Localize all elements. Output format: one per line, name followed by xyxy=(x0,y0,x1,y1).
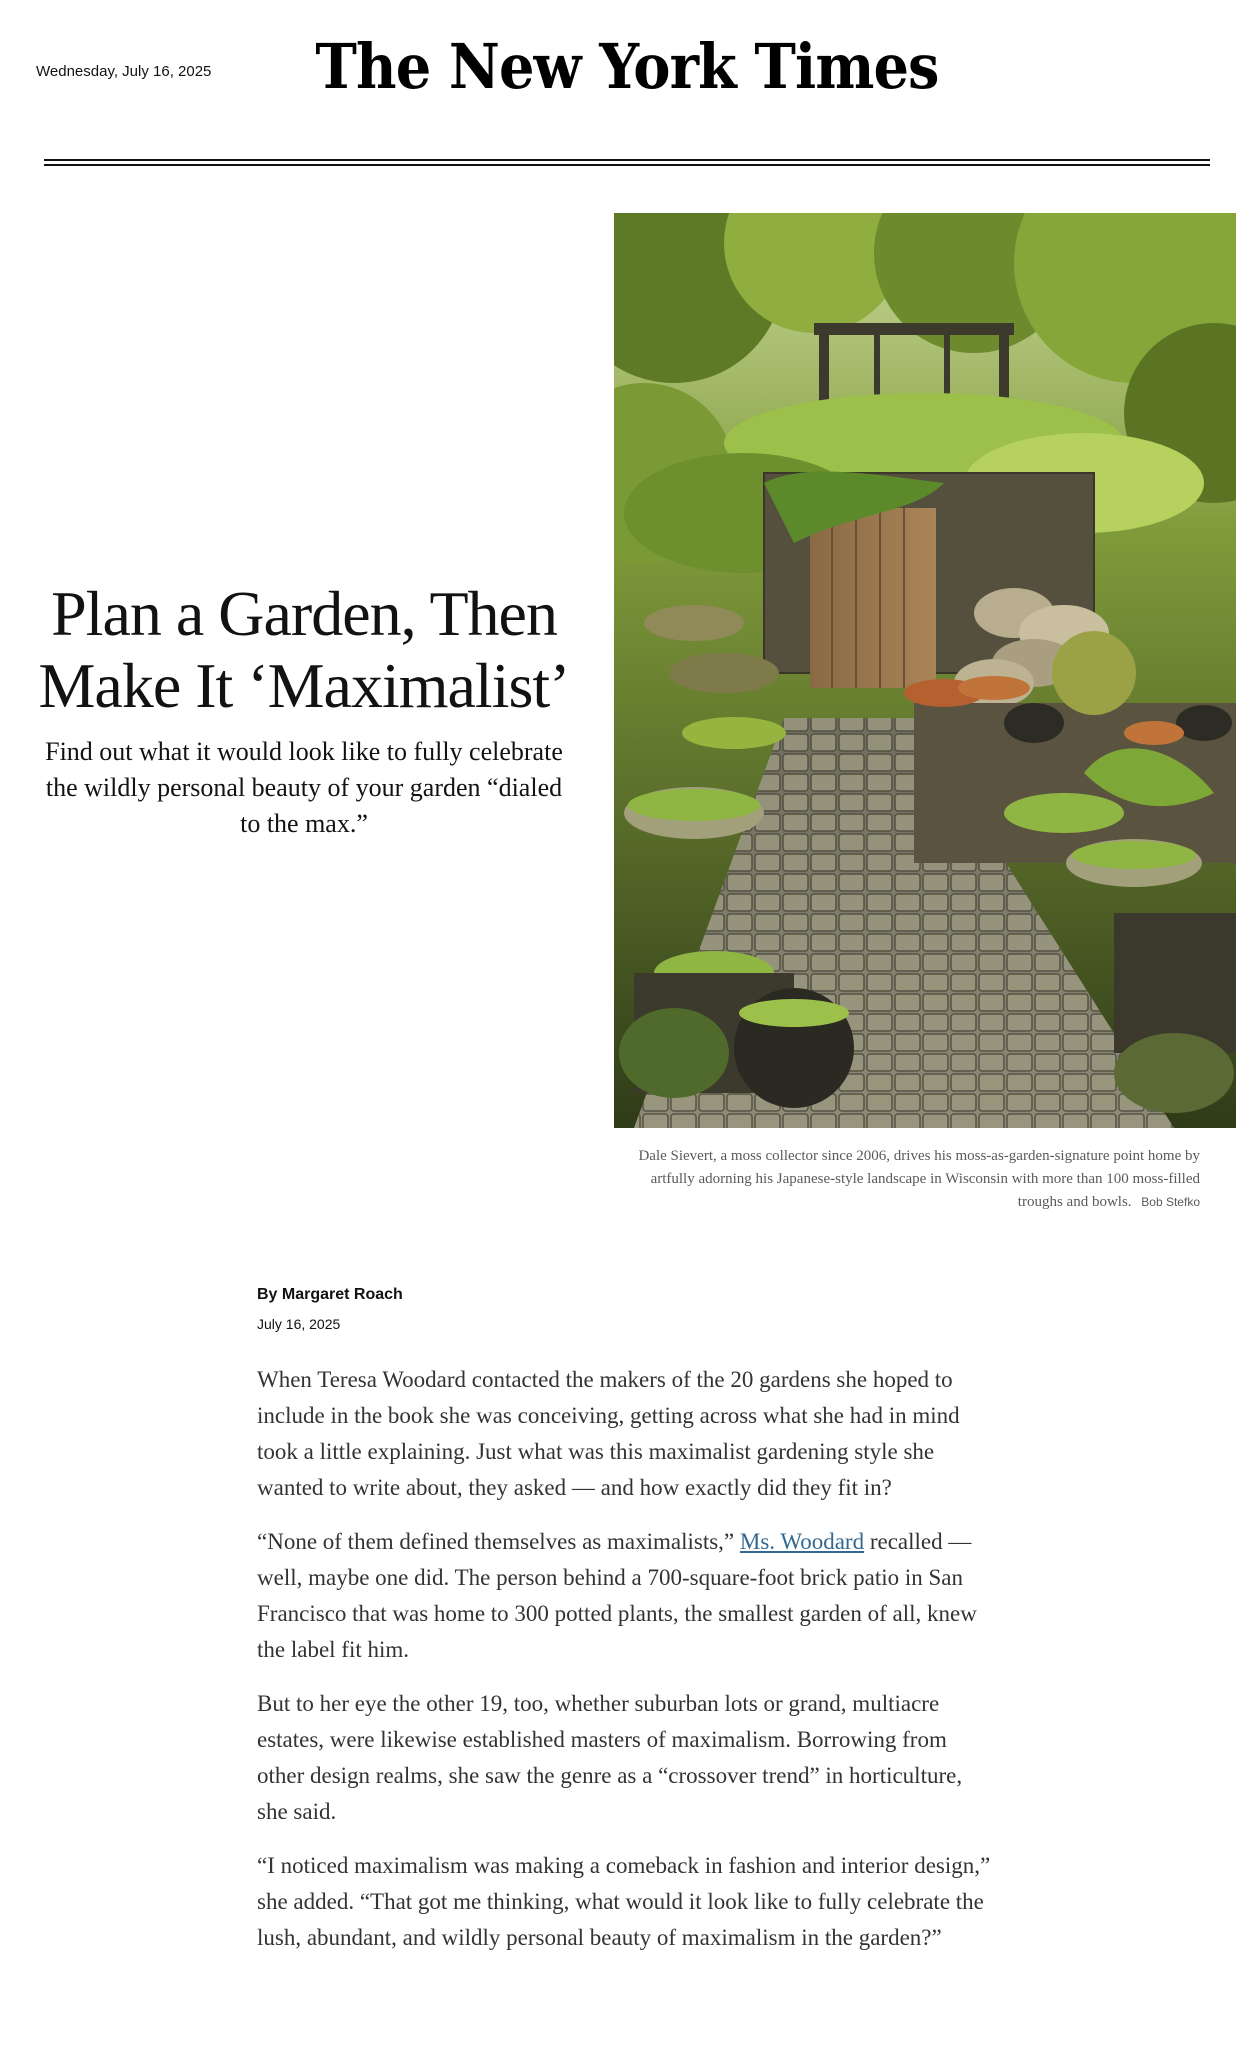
photo-caption-text: Dale Sievert, a moss collector since 2006, drives his moss-as-garden-signature point home by artfully adorning his Japanese-style landscape in Wisconsin with more than 100 moss-filled troughs and bowls. xyxy=(638,1148,1200,1210)
article-byline[interactable]: By Margaret Roach xyxy=(257,1286,403,1303)
headline-line-2: Make It ‘Maximalist’ xyxy=(38,650,570,721)
masthead-date: Wednesday, July 16, 2025 xyxy=(36,63,212,80)
article-body xyxy=(257,1362,992,1974)
headline-line-1: Plan a Garden, Then xyxy=(51,578,557,649)
photo-caption xyxy=(630,1145,1200,1214)
paragraph-2 xyxy=(257,1524,992,1668)
article-date: July 16, 2025 xyxy=(257,1316,341,1332)
article-headline xyxy=(34,578,574,722)
paragraph-1: When Teresa Woodard contacted the makers of the 20 gardens she hoped to include in the book she was conceiving, getting across what she had in mind took a little explaining. Just what was this maximalist gardening style she wanted to write about, they asked — and how exactly did they fit in? xyxy=(257,1367,960,1500)
lead-photo[interactable] xyxy=(614,213,1236,1128)
photo-credit: Bob Stefko xyxy=(1141,1195,1200,1209)
paragraph-3: But to her eye the other 19, too, whether suburban lots or grand, multiacre estates, were likewise established masters of maximalism. Borrowing from other design realms, she saw the genre as a “crossover trend” in horticulture, she said. xyxy=(257,1691,963,1824)
author-link-ms-woodard[interactable]: Ms. Woodard xyxy=(739,1529,865,1554)
headline-block xyxy=(34,578,574,842)
masthead-rule-top xyxy=(44,159,1210,161)
garden-photo-illustration xyxy=(614,213,1236,1128)
nyt-logo[interactable]: The New York Times xyxy=(315,30,939,103)
masthead-rule-bottom xyxy=(44,164,1210,166)
paragraph-2-start: “None of them defined themselves as maximalists,” xyxy=(257,1529,740,1554)
article-summary: Find out what it would look like to fully celebrate the wildly personal beauty of your garden “dialed to the max.” xyxy=(45,737,563,838)
paragraph-4: “I noticed maximalism was making a comeback in fashion and interior design,” she added. “That got me thinking, what would it look like to fully celebrate the lush, abundant, and wildly personal beauty of maximalism in the garden?” xyxy=(257,1853,991,1950)
paragraph-2-end: recalled — well, maybe one did. The person behind a 700-square-foot brick patio in San Francisco that was home to 300 potted plants, the smallest garden of all, knew the label fit him. xyxy=(257,1529,977,1662)
